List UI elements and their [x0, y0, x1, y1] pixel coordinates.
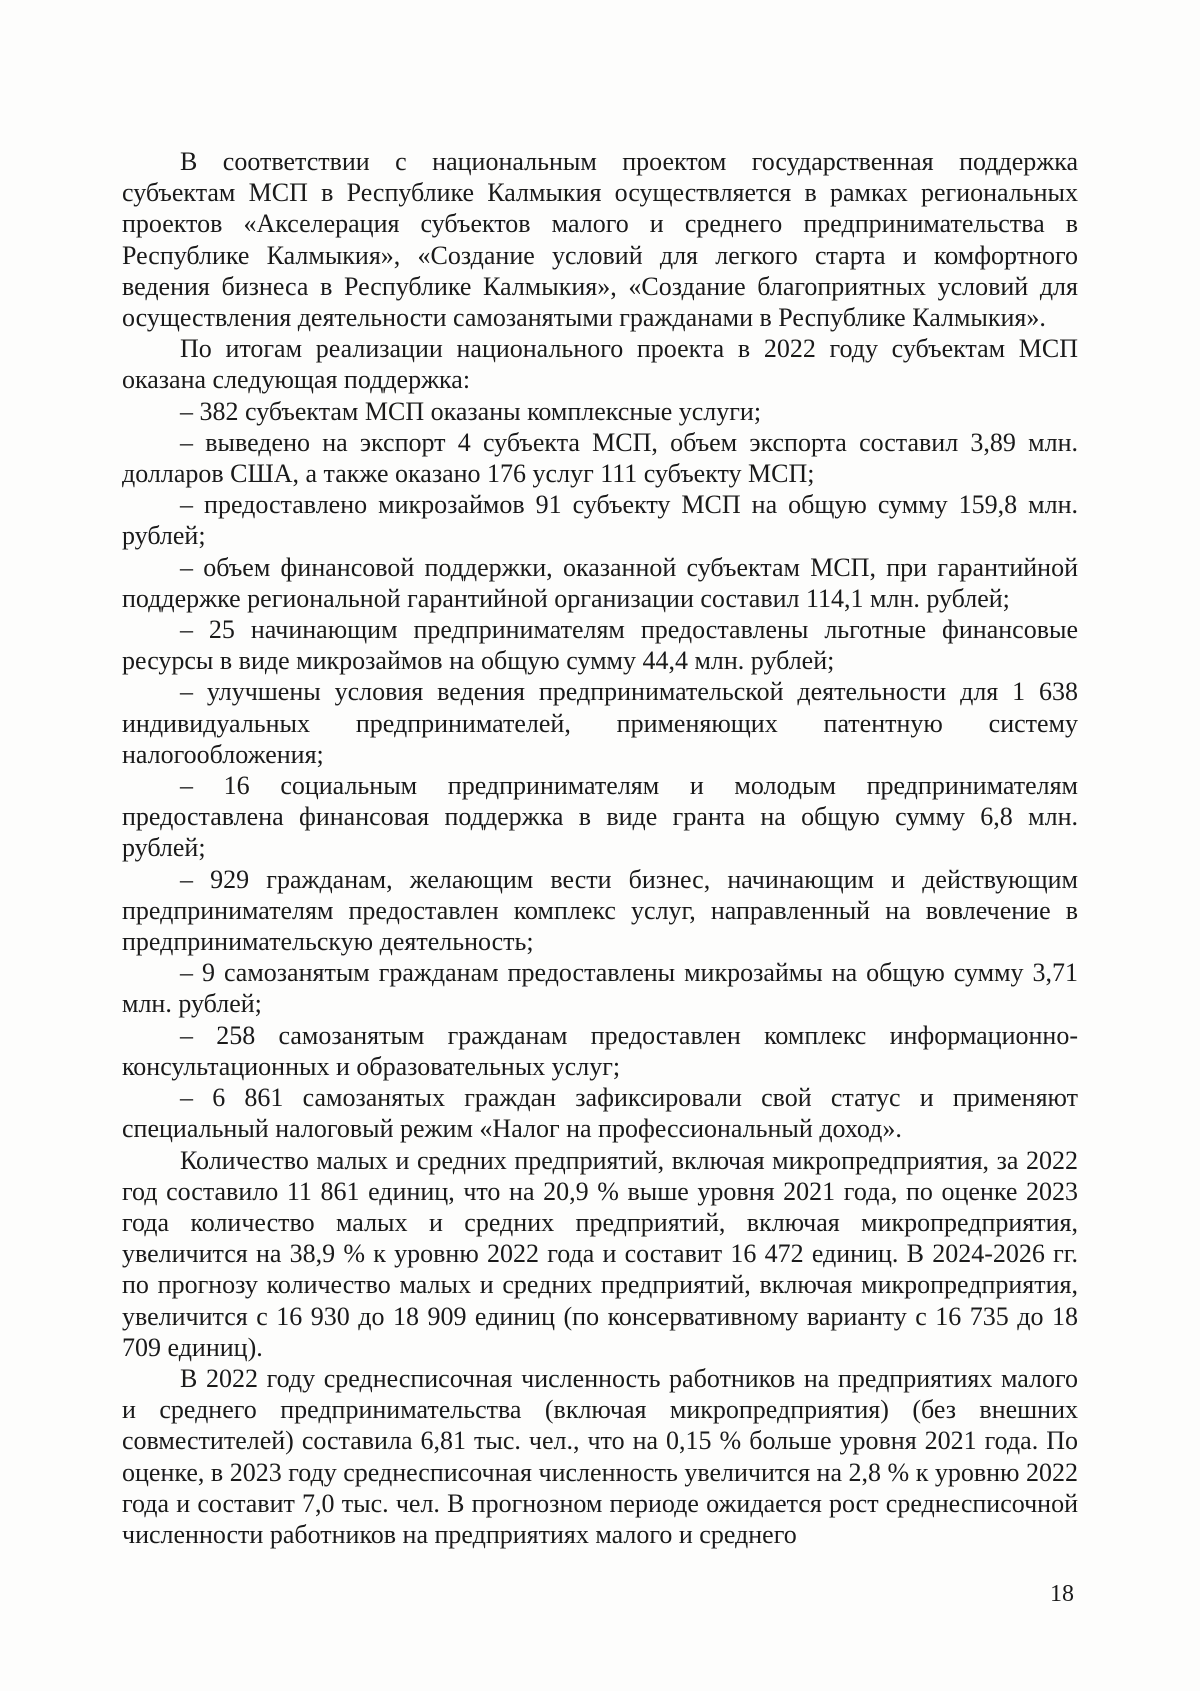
list-item: – 929 гражданам, желающим вести бизнес, начинающим и действующим предпринимателям предоставлен комплекс услуг, направленный на вовлечение в предпринимательскую деятельность;	[122, 864, 1078, 957]
paragraph: В соответствии с национальным проектом государственная поддержка субъектам МСП в Республике Калмыкия осуществляется в рамках региональных проектов «Акселерация субъектов малого и среднего предпринимательства в Республике Калмыкия», «Создание условий для легкого старта и комфортного ведения бизнеса в Республике Калмыкия», «Создание благоприятных условий для осуществления деятельности самозанятыми гражданами в Республике Калмыкия».	[122, 147, 1078, 333]
list-item: – 25 начинающим предпринимателям предоставлены льготные финансовые ресурсы в виде микрозаймов на общую сумму 44,4 млн. рублей;	[122, 615, 1078, 676]
paragraph: По итогам реализации национального проекта в 2022 году субъектам МСП оказана следующая поддержка:	[122, 334, 1078, 395]
list-item: – выведено на экспорт 4 субъекта МСП, объем экспорта составил 3,89 млн. долларов США, а также оказано 176 услуг 111 субъекту МСП;	[122, 427, 1078, 489]
list-item: – предоставлено микрозаймов 91 субъекту МСП на общую сумму 159,8 млн. рублей;	[122, 490, 1078, 551]
list-item: – 6 861 самозанятых граждан зафиксировали свой статус и применяют специальный налоговый режим «Налог на профессиональный доход».	[122, 1083, 1078, 1144]
list-item: – 258 самозанятым гражданам предоставлен комплекс информационно-консультационных и образовательных услуг;	[122, 1020, 1078, 1081]
document-body	[122, 146, 1078, 1550]
paragraph: В 2022 году среднесписочная численность работников на предприятиях малого и среднего предпринимательства (включая микропредприятия) (без внешних совместителей) составила 6,81 тыс. чел., что на 0,15 % больше уровня 2021 года. По оценке, в 2023 году среднесписочная численность увеличится на 2,8 % к уровню 2022 года и составит 7,0 тыс. чел. В прогнозном периоде ожидается рост среднесписочной численности работников на предприятиях малого и среднего	[122, 1363, 1078, 1549]
list-item: – 9 самозанятым гражданам предоставлены микрозаймы на общую сумму 3,71 млн. рублей;	[122, 958, 1078, 1019]
list-item: – 16 социальным предпринимателям и молодым предпринимателям предоставлена финансовая поддержка в виде гранта на общую сумму 6,8 млн. рублей;	[122, 771, 1078, 863]
page-number: 18	[1050, 1581, 1074, 1607]
paragraph: Количество малых и средних предприятий, включая микропредприятия, за 2022 год составило 11 861 единиц, что на 20,9 % выше уровня 2021 года, по оценке 2023 года количество малых и средних предприятий, включая микропредприятия, увеличится на 38,9 % к уровню 2022 года и составит 16 472 единиц. В 2024-2026 гг. по прогнозу количество малых и средних предприятий, включая микропредприятия, увеличится с 16 930 до 18 909 единиц (по консервативному варианту с 16 735 до 18 709 единиц).	[122, 1145, 1078, 1362]
list-item: – 382 субъектам МСП оказаны комплексные услуги;	[180, 396, 762, 426]
list-item: – объем финансовой поддержки, оказанной субъектам МСП, при гарантийной поддержке региональной гарантийной организации составил 114,1 млн. рублей;	[122, 552, 1078, 613]
list-item: – улучшены условия ведения предпринимательской деятельности для 1 638 индивидуальных предпринимателей, применяющих патентную систему налогообложения;	[122, 677, 1078, 769]
